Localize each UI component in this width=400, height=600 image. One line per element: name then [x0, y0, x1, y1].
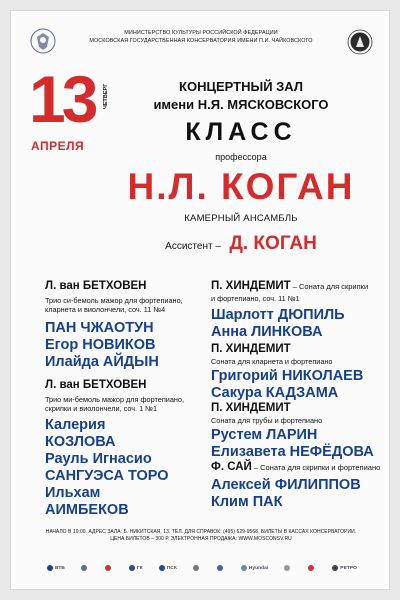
professor-label: профессора — [215, 152, 267, 162]
sponsor-logo-icon — [105, 564, 113, 572]
date-weekday: ЧЕТВЕРГ — [103, 83, 109, 109]
composer-name: П. ХИНДЕМИТ — [211, 280, 291, 292]
sponsor-mark-icon — [332, 565, 338, 571]
assistant-name: Д. КОГАН — [229, 233, 317, 254]
performer-name: Анна ЛИНКОВА — [211, 324, 323, 340]
sponsor-logo-icon — [129, 564, 143, 572]
concert-poster — [10, 10, 390, 590]
sponsor-logo-icon — [217, 564, 225, 572]
sponsor-mark-icon — [159, 565, 165, 571]
performer-name: КОЗЛОВА — [45, 434, 116, 450]
composer-name: Ф. САЙ — [211, 461, 252, 473]
work-line: Трио ми-бемоль мажор для фортепиано, — [45, 395, 185, 404]
performer-name: Алексей ФИЛИППОВ — [211, 477, 361, 493]
composer-tail: – Соната для скрипки — [290, 282, 369, 291]
sponsor-logos — [47, 564, 357, 572]
performer-name: Рауль Игнасио — [45, 451, 152, 467]
sponsor-logo-icon — [284, 564, 292, 572]
performer-name: Елизавета НЕФЁДОВА — [211, 444, 374, 460]
footer-line-1: НАЧАЛО В 19:00. АДРЕС ЗАЛА: Б. НИКИТСКАЯ, 13. ТЕЛ. ДЛЯ СПРАВОК: (495) 629-9568. БИЛЕТЫ В КАССАХ КОНСЕРВАТОРИИ. — [45, 529, 357, 535]
work-line: Трио си-бемоль мажор для фортепиано, — [45, 296, 183, 305]
ministry-line-2: МОСКОВСКАЯ ГОСУДАРСТВЕННАЯ КОНСЕРВАТОРИЯ ИМЕНИ П.И. ЧАЙКОВСКОГО — [89, 38, 313, 45]
ministry-header — [71, 29, 331, 46]
sponsor-logo-icon — [47, 564, 65, 572]
sponsor-logo-icon — [308, 564, 316, 572]
footer-info — [31, 529, 371, 543]
performer-name: Григорий НИКОЛАЕВ — [211, 368, 364, 384]
work-line: Соната для трубы и фортепиано — [211, 416, 323, 425]
sponsor-logo-icon — [332, 564, 357, 572]
performer-name: Егор НОВИКОВ — [45, 337, 156, 353]
sponsor-name: ПСК — [166, 565, 177, 571]
performer-name: Клим ПАК — [211, 494, 283, 510]
performer-name: Шарлотт ДЮПИЛЬ — [211, 307, 345, 323]
hall-subtitle: имени Н.Я. МЯСКОВСКОГО — [153, 97, 329, 112]
sponsor-name: Hyundai — [248, 565, 269, 571]
sponsor-mark-icon — [308, 565, 314, 571]
date-month: АПРЕЛЯ — [31, 139, 85, 153]
sponsor-logo-icon — [193, 564, 201, 572]
composer-name: Л. ван БЕТХОВЕН — [45, 379, 147, 391]
sponsor-name: ГК — [136, 565, 143, 571]
work-line: кларнета и виолончели, соч. 11 №4 — [45, 305, 166, 314]
ensemble-label: КАМЕРНЫЙ АНСАМБЛЬ — [184, 213, 298, 224]
performer-name: АИМБЕКОВ — [45, 502, 129, 518]
sponsor-mark-icon — [105, 565, 111, 571]
footer-line-2: ЦЕНА БИЛЕТОВ – 300 Р. ЭЛЕКТРОННАЯ ПРОДАЖА: WWW.MOSCONSV.RU — [110, 536, 292, 542]
program-left-item-2 — [45, 378, 215, 519]
ministry-line-1: МИНИСТЕРСТВО КУЛЬТУРЫ РОССИЙСКОЙ ФЕДЕРАЦИИ — [124, 30, 278, 36]
date-day: 13 — [29, 62, 95, 136]
ministry-emblem-icon — [29, 27, 57, 55]
composer-tail: – Соната для скрипки и фортепиано — [251, 463, 381, 472]
class-heading: КЛАСС — [185, 118, 297, 146]
conservatory-emblem-icon — [347, 29, 373, 55]
program-left-item-1 — [45, 279, 215, 371]
program-right-item-2 — [211, 342, 386, 402]
sponsor-name: ВТБ — [55, 565, 65, 571]
sponsor-mark-icon — [241, 565, 247, 571]
sponsor-logo-icon — [241, 564, 269, 572]
composer-name: П. ХИНДЕМИТ — [211, 402, 291, 414]
program-right-item-3 — [211, 401, 386, 461]
sponsor-mark-icon — [81, 565, 87, 571]
sponsor-mark-icon — [129, 565, 135, 571]
performer-name: Илайда АЙДЫН — [45, 354, 159, 370]
composer-name: Л. ван БЕТХОВЕН — [45, 280, 147, 292]
program-right-item-1 — [211, 279, 386, 341]
hall-title: КОНЦЕРТНЫЙ ЗАЛ — [179, 79, 303, 94]
performer-name: Рустем ЛАРИН — [211, 427, 318, 443]
sponsor-mark-icon — [47, 565, 53, 571]
sponsor-logo-icon — [81, 564, 89, 572]
performer-name: ПАН ЧЖАОТУН — [45, 320, 154, 336]
professor-name: Н.Л. КОГАН — [127, 166, 355, 207]
sponsor-logo-icon — [159, 564, 177, 572]
sponsor-mark-icon — [284, 565, 290, 571]
performer-name: САНГУЭСА ТОРО — [45, 468, 169, 484]
work-line: Соната для кларнета и фортепиано — [211, 357, 333, 366]
performer-name: Ильхам — [45, 485, 101, 501]
composer-name: П. ХИНДЕМИТ — [211, 343, 291, 355]
performer-name: Калерия — [45, 417, 106, 433]
sponsor-mark-icon — [217, 565, 223, 571]
sponsor-name: РЕТРО — [340, 565, 357, 571]
performer-name: Сакура КАДЗАМА — [211, 385, 339, 401]
work-line: и фортепиано, соч. 11 №1 — [211, 294, 300, 303]
sponsor-mark-icon — [193, 565, 199, 571]
program-right-item-4 — [211, 460, 386, 511]
assistant-line — [101, 233, 381, 255]
assistant-label: Ассистент – — [165, 241, 221, 252]
work-line: скрипки и виолончели, соч. 1 №1 — [45, 404, 158, 413]
